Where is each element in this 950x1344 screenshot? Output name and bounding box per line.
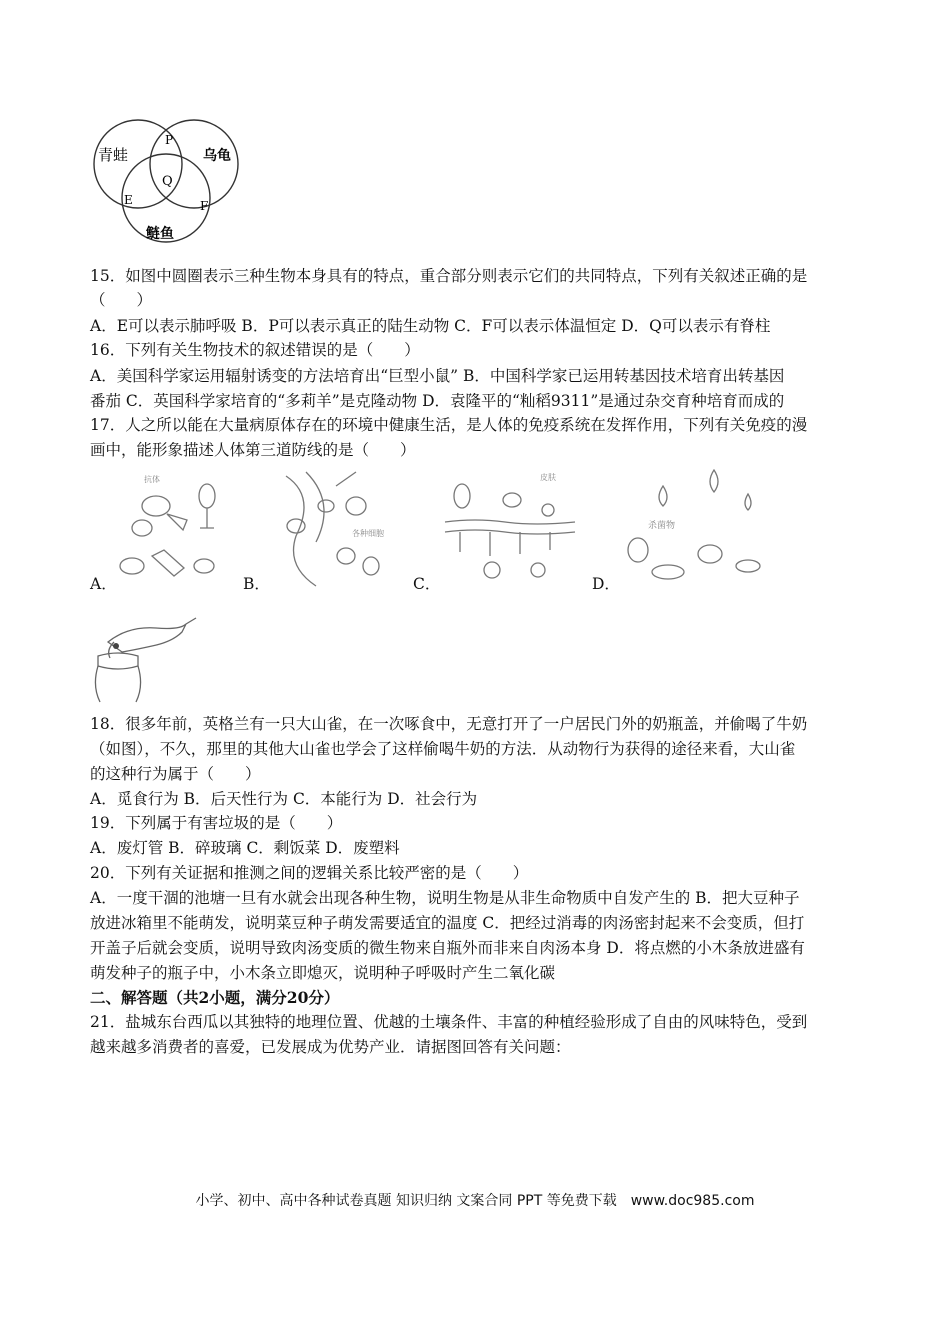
q15-options: A．E可以表示肺呼吸 B．P可以表示真正的陆生动物 C．F可以表示体温恒定 D．Q可以表示有脊柱 <box>90 317 771 335</box>
immune-cartoon-b <box>266 466 396 590</box>
q19-options: A．废灯管 B．碎玻璃 C．剩饭菜 D．废塑料 <box>90 839 400 857</box>
page-footer: 小学、初中、高中各种试卷真题 知识归纳 文案合同 PPT 等免费下载 www.doc985.com <box>195 1193 755 1209</box>
venn-region-f: F <box>200 199 209 213</box>
venn-label-turtle: 乌龟 <box>203 148 231 164</box>
great-tit-milk-bottle-illustration <box>90 612 200 704</box>
q18-options: A．觅食行为 B．后天性行为 C．本能行为 D．社会行为 <box>90 790 478 808</box>
q19-stem: 19．下列属于有害垃圾的是（ ） <box>90 814 343 832</box>
q18-stem-line2: （如图），不久，那里的其他大山雀也学会了这样偷喝牛奶的方法．从动物行为获得的途径来看，大山雀 <box>90 740 796 758</box>
venn-region-p: P <box>165 133 174 147</box>
q20-options-line1: A．一度干涸的池塘一旦有水就会出现各种生物，说明生物是从非生命物质中自发产生的 B．把大豆种子 <box>90 889 800 907</box>
venn-label-frog: 青蛙 <box>98 146 129 164</box>
venn-region-e: E <box>124 193 133 207</box>
q15-stem-line1: 15．如图中圆圈表示三种生物本身具有的特点，重合部分则表示它们的共同特点，下列有关叙述正确的是 <box>90 267 808 285</box>
q21-stem-line2: 越来越多消费者的喜爱，已发展成为优势产业．请据图回答有关问题： <box>90 1038 571 1056</box>
immune-cartoon-c <box>440 466 580 590</box>
q17-option-a-label: A． <box>90 575 117 593</box>
q17-stem-line1: 17．人之所以能在大量病原体存在的环境中健康生活，是人体的免疫系统在发挥作用，下列有关免疫的漫 <box>90 416 808 434</box>
venn-region-q: Q <box>162 174 173 189</box>
q15-stem-line2: （ ） <box>90 291 153 309</box>
cartoon-b-caption: 各种细胞 <box>352 529 384 538</box>
q20-stem: 20．下列有关证据和推测之间的逻辑关系比较严密的是（ ） <box>90 864 529 882</box>
q17-option-c-label: C． <box>413 575 441 593</box>
q16-stem: 16．下列有关生物技术的叙述错误的是（ ） <box>90 341 420 359</box>
venn-label-fish: 鲢鱼 <box>146 226 174 242</box>
cartoon-a-caption: 抗体 <box>144 475 160 484</box>
q17-option-d-label: D． <box>592 575 620 593</box>
q20-options-line3: 开盖子后就会变质，说明导致肉汤变质的微生物来自瓶外而非来自肉汤本身 D．将点燃的小木条放进盛有 <box>90 939 805 957</box>
section-heading: 二、解答题（共2小题，满分20分） <box>90 988 340 1007</box>
q17-stem-line2: 画中，能形象描述人体第三道防线的是（ ） <box>90 441 416 459</box>
cartoon-c-caption: 皮肤 <box>540 473 556 482</box>
q16-options-line1: A．美国科学家运用辐射诱变的方法培育出“巨型小鼠” B．中国科学家已运用转基因技术培育出转基因 <box>90 367 785 385</box>
q18-stem-line3: 的这种行为属于（ ） <box>90 765 261 783</box>
immune-cartoon-a <box>112 466 236 590</box>
cartoon-d-caption: 杀菌物 <box>648 521 676 531</box>
q18-stem-line1: 18．很多年前，英格兰有一只大山雀，在一次啄食中，无意打开了一户居民门外的奶瓶盖，并偷喝了牛奶 <box>90 715 808 733</box>
venn-diagram <box>88 112 248 246</box>
q17-option-b-label: B． <box>243 575 270 593</box>
q20-options-line2: 放进冰箱里不能萌发，说明菜豆种子萌发需要适宜的温度 C．把经过消毒的肉汤密封起来不会变质，但打 <box>90 914 805 932</box>
q20-options-line4: 萌发种子的瓶子中，小木条立即熄灭，说明种子呼吸时产生二氧化碳 <box>90 964 556 982</box>
immune-cartoon-d <box>618 466 768 590</box>
q21-stem-line1: 21．盐城东台西瓜以其独特的地理位置、优越的土壤条件、丰富的种植经验形成了自由的风味特色，受到 <box>90 1013 808 1031</box>
q16-options-line2: 番茄 C．英国科学家培育的“多莉羊”是克隆动物 D．袁隆平的“籼稻9311”是通过杂交育种培育而成的 <box>90 392 785 410</box>
